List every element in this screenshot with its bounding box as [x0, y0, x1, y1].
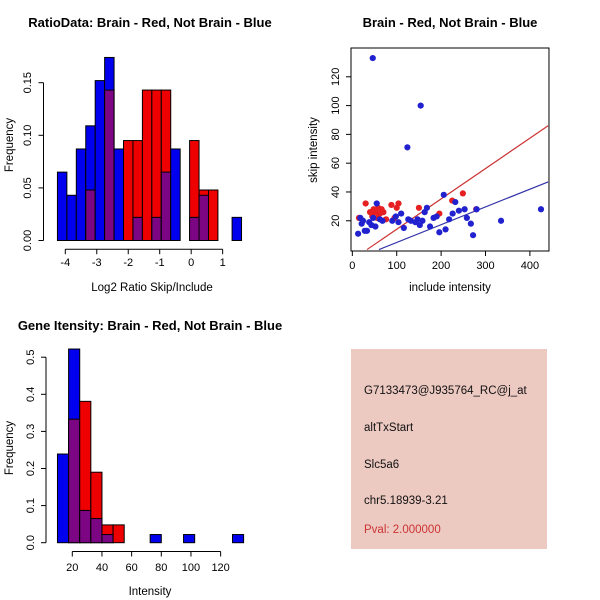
- scatter-point-red: [388, 202, 394, 208]
- y-tick-label: 0.1: [25, 497, 37, 514]
- x-tick-label: -1: [154, 257, 165, 269]
- scatter-point-blue: [370, 215, 376, 221]
- hist-bar-overlap: [69, 419, 80, 543]
- ratio-hist-ylabel: Frequency: [4, 117, 16, 173]
- hist-bar-overlap: [105, 90, 114, 240]
- scatter-point-blue: [355, 231, 361, 237]
- scatter-point-blue: [441, 192, 447, 198]
- hist-bar: [57, 172, 66, 240]
- y-tick-label: 0.15: [22, 71, 34, 94]
- scatter-point-blue: [456, 208, 462, 214]
- y-tick-label: 120: [330, 67, 342, 86]
- x-tick-label: 100: [181, 562, 201, 574]
- y-tick-label: 80: [330, 128, 342, 141]
- hist-bar-overlap: [161, 172, 170, 240]
- gene-hist-xlabel: Intensity: [128, 586, 172, 598]
- x-tick-label: 1: [219, 257, 226, 269]
- hist-bar-overlap: [152, 217, 161, 240]
- scatter-point-blue: [372, 223, 378, 229]
- y-tick-label: 0.4: [25, 386, 37, 402]
- ratio-histogram: [22, 57, 242, 269]
- scatter-point-red: [460, 190, 466, 196]
- trend-line-red: [367, 126, 548, 250]
- x-tick-label: -4: [60, 257, 71, 269]
- scatter-point-blue: [364, 228, 370, 234]
- ratio-hist-title: RatioData: Brain - Red, Not Brain - Blue: [28, 15, 272, 30]
- hist-bar: [208, 190, 217, 240]
- scatter-point-blue: [462, 206, 468, 212]
- probe-id-text: G7133473@J935764_RC@j_at: [364, 385, 527, 397]
- x-tick-label: 300: [476, 260, 495, 272]
- hist-bar-overlap: [199, 195, 208, 240]
- hist-bar: [67, 195, 76, 240]
- scatter-point-blue: [436, 229, 442, 235]
- scatter-point-blue: [498, 218, 504, 224]
- hist-bar-overlap: [190, 217, 199, 240]
- scatter-point-red: [395, 200, 401, 206]
- scatter-point-blue: [424, 205, 430, 211]
- scatter-ylabel: skip intensity: [308, 117, 320, 183]
- x-tick-label: 40: [95, 562, 109, 574]
- gene-hist-title: Gene Itensity: Brain - Red, Not Brain - Blue: [17, 318, 283, 333]
- scatter-point-red: [416, 205, 422, 211]
- x-tick-label: 200: [431, 260, 451, 272]
- scatter-point-blue: [404, 144, 410, 150]
- hist-bar: [57, 454, 68, 543]
- hist-bar: [76, 149, 85, 241]
- y-tick-label: 0.10: [22, 124, 34, 147]
- x-tick-label: -3: [91, 257, 102, 269]
- y-tick-label: 0.3: [25, 423, 37, 440]
- scatter-point-blue: [419, 218, 425, 224]
- scatter-point-blue: [442, 226, 448, 232]
- hist-bar: [142, 90, 151, 240]
- y-tick-label: 20: [330, 214, 342, 227]
- gene-name-text: Slc5a6: [364, 459, 400, 471]
- hist-bar: [184, 535, 195, 543]
- x-tick-label: 400: [520, 260, 540, 272]
- scatter-point-blue: [370, 55, 376, 61]
- scatter-point-red: [380, 209, 386, 215]
- x-tick-label: 80: [155, 562, 168, 574]
- scatter-point-blue: [374, 200, 380, 206]
- scatter-point-blue: [379, 218, 385, 224]
- hist-bar: [171, 149, 180, 241]
- scatter-xlabel: include intensity: [409, 282, 491, 294]
- gene-hist-ylabel: Frequency: [4, 420, 16, 476]
- scatter-point-blue: [401, 225, 407, 231]
- scatter-point-blue: [468, 221, 474, 227]
- x-tick-label: 0: [349, 260, 356, 272]
- y-tick-label: 0.0: [25, 535, 37, 551]
- gene-intensity-histogram: [25, 349, 244, 574]
- intensity-scatter: [330, 48, 549, 272]
- x-tick-label: 0: [188, 257, 195, 269]
- x-tick-label: 100: [387, 260, 406, 272]
- y-tick-label: 60: [330, 157, 342, 170]
- gene-info-panel: [351, 349, 547, 549]
- scatter-point-blue: [395, 219, 401, 225]
- scatter-point-blue: [434, 213, 440, 219]
- scatter-title: Brain - Red, Not Brain - Blue: [362, 15, 538, 30]
- scatter-point-blue: [450, 210, 456, 216]
- hist-bar: [150, 535, 161, 543]
- ratio-hist-xlabel: Log2 Ratio Skip/Include: [91, 282, 213, 294]
- scatter-point-blue: [538, 206, 544, 212]
- x-tick-label: 120: [211, 562, 230, 574]
- y-tick-label: 40: [330, 185, 342, 199]
- locus-text: chr5.18939-3.21: [364, 495, 448, 507]
- hist-bar: [124, 141, 133, 241]
- scatter-point-blue: [360, 218, 366, 224]
- hist-bar: [114, 149, 123, 241]
- hist-bar-overlap: [80, 510, 91, 542]
- scatter-point-red: [363, 200, 369, 206]
- scatter-point-blue: [474, 206, 480, 212]
- hist-bar-overlap: [133, 217, 142, 240]
- scatter-point-blue: [470, 232, 476, 238]
- event-type-text: altTxStart: [364, 422, 414, 434]
- y-tick-label: 0.05: [22, 177, 34, 199]
- hist-bar: [113, 525, 124, 543]
- scatter-point-blue: [446, 216, 452, 222]
- scatter-point-blue: [398, 210, 404, 216]
- scatter-point-blue: [427, 223, 433, 229]
- x-tick-label: -2: [123, 257, 134, 269]
- hist-bar: [95, 81, 104, 241]
- hist-bar: [232, 535, 243, 543]
- y-tick-label: 100: [330, 96, 342, 115]
- pval-text: Pval: 2.000000: [364, 524, 441, 536]
- y-tick-label: 0.5: [25, 349, 37, 365]
- scatter-point-blue: [452, 199, 458, 205]
- hist-bar-overlap: [91, 519, 102, 543]
- scatter-point-blue: [464, 215, 470, 221]
- scatter-point-blue: [393, 213, 399, 219]
- x-tick-label: 20: [66, 562, 79, 574]
- y-tick-label: 0.00: [22, 229, 34, 252]
- x-tick-label: 60: [125, 562, 138, 574]
- hist-bar-overlap: [86, 190, 95, 240]
- scatter-point-blue: [418, 102, 424, 108]
- hist-bar: [232, 217, 241, 240]
- hist-bar-overlap: [102, 535, 113, 543]
- y-tick-label: 0.2: [25, 460, 37, 477]
